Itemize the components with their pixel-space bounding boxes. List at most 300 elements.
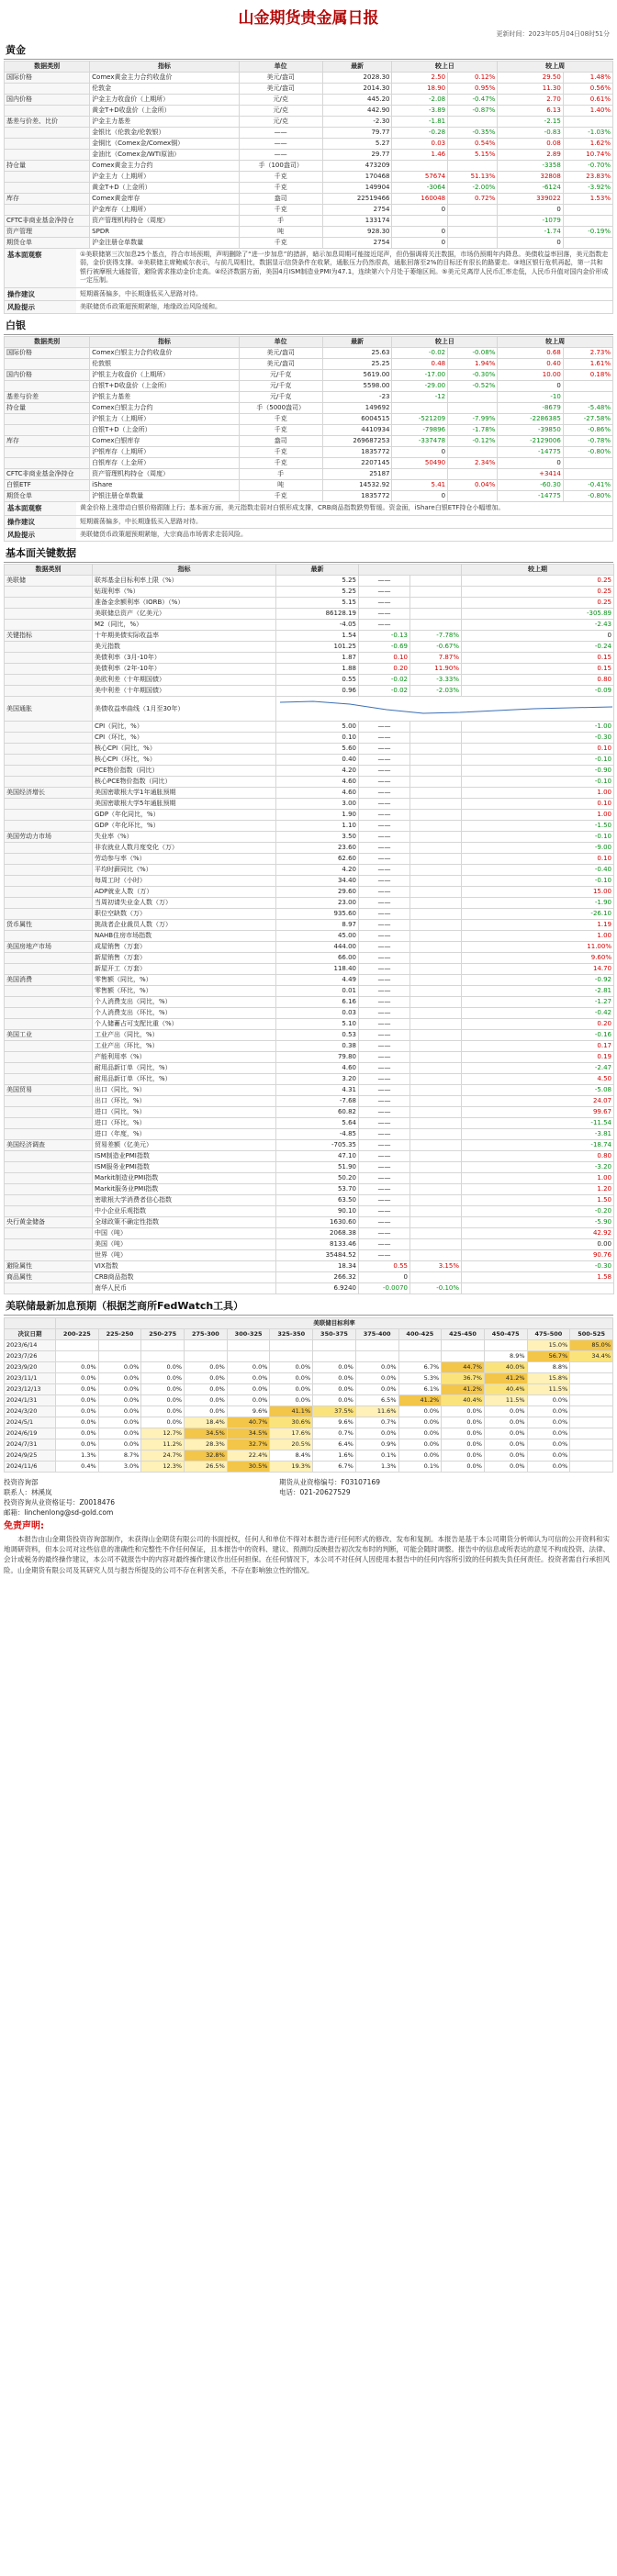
macro-indicator: CPI（同比，%） — [93, 722, 276, 733]
silver-cell: -0.30% — [448, 370, 498, 381]
macro-category — [5, 1074, 93, 1085]
fedwatch-prob: 56.7% — [527, 1350, 570, 1361]
gold-cell: 2028.30 — [322, 72, 392, 83]
macro-category: 美国贸易 — [5, 1085, 93, 1096]
macro-period-change: -0.20 — [462, 1206, 614, 1217]
silver-cell: 0 — [392, 491, 448, 502]
macro-indicator: 全球政策不确定性指数 — [93, 1217, 276, 1228]
macro-indicator: 美国密歇根大学1年通胀预期 — [93, 788, 276, 799]
macro-row — [5, 642, 614, 653]
gold-cell: 元/克 — [239, 94, 322, 105]
silver-cell: 1.61% — [563, 359, 612, 370]
macro-spacer — [410, 865, 462, 876]
macro-dash: —— — [359, 587, 410, 598]
fedwatch-prob: 0.0% — [141, 1383, 185, 1394]
macro-dash: —— — [359, 576, 410, 587]
fedwatch-prob: 0.0% — [355, 1428, 398, 1439]
macro-row — [5, 1129, 614, 1140]
macro-latest: 51.90 — [276, 1162, 359, 1173]
gold-cell: 51.13% — [448, 171, 498, 182]
macro-row — [5, 653, 614, 664]
silver-cell: 1835772 — [322, 491, 392, 502]
gold-cell: 金油比（Comex金/WTI原油） — [90, 149, 240, 160]
macro-indicator: M2（同比，%） — [93, 620, 276, 631]
macro-latest: 4.49 — [276, 975, 359, 986]
fedwatch-prob: 0.0% — [98, 1361, 141, 1372]
fedwatch-prob: 0.0% — [442, 1428, 485, 1439]
macro-dash: —— — [359, 766, 410, 777]
macro-indicator: 美债利率（3月-10年） — [93, 653, 276, 664]
macro-row — [5, 1140, 614, 1151]
macro-period-change: -0.42 — [462, 1008, 614, 1019]
macro-latest: 1630.60 — [276, 1217, 359, 1228]
macro-day-pct: 7.87% — [410, 653, 462, 664]
silver-cell: 千克 — [239, 425, 322, 436]
silver-cell: 2.34% — [448, 458, 498, 469]
silver-cell: 白银库存（上金所） — [90, 458, 240, 469]
fedwatch-prob: 0.0% — [398, 1417, 442, 1428]
fedwatch-prob: 0.0% — [56, 1383, 99, 1394]
macro-period-change: 1.19 — [462, 920, 614, 931]
gold-cell: 0.08 — [498, 138, 564, 149]
macro-indicator: 劳动参与率（%） — [93, 854, 276, 865]
fedwatch-prob: 0.0% — [270, 1361, 313, 1372]
silver-cell: 4410934 — [322, 425, 392, 436]
gold-row — [5, 138, 613, 149]
fedwatch-prob — [570, 1428, 613, 1439]
gold-header-cell: 最新 — [322, 61, 392, 72]
silver-analysis — [4, 502, 613, 515]
macro-spacer — [410, 1041, 462, 1052]
macro-row — [5, 1206, 614, 1217]
silver-cell: 沪银注册仓单数量 — [90, 491, 240, 502]
fedwatch-prob — [442, 1350, 485, 1361]
silver-cell: Comex白银主力合约收盘价 — [90, 348, 240, 359]
silver-cell: 10.00 — [498, 370, 564, 381]
fedwatch-prob: 44.7% — [442, 1361, 485, 1372]
gold-cell: 沪金主力基差 — [90, 116, 240, 127]
macro-category — [5, 642, 93, 653]
macro-category — [5, 766, 93, 777]
macro-header-cell: 最新 — [276, 565, 359, 576]
macro-indicator: 成屋销售（万套） — [93, 942, 276, 953]
macro-dash: —— — [359, 1140, 410, 1151]
gold-cell: —— — [239, 149, 322, 160]
macro-dash: —— — [359, 744, 410, 755]
macro-day-change: -0.02 — [359, 675, 410, 686]
gold-cell: 2.50 — [392, 72, 448, 83]
silver-cell: 0 — [498, 458, 564, 469]
macro-row — [5, 686, 614, 697]
macro-row — [5, 1008, 614, 1019]
fedwatch-prob: 0.7% — [313, 1428, 356, 1439]
fedwatch-date: 2024/7/31 — [5, 1439, 56, 1450]
macro-row — [5, 620, 614, 631]
macro-period-change: -11.54 — [462, 1118, 614, 1129]
macro-latest: 1.90 — [276, 810, 359, 821]
macro-indicator: 挑战者企业裁员人数（万） — [93, 920, 276, 931]
fedwatch-prob: 0.0% — [527, 1428, 570, 1439]
gold-cell: 10.74% — [563, 149, 612, 160]
gold-row — [5, 160, 613, 171]
fedwatch-prob — [570, 1406, 613, 1417]
fedwatch-band: 325-350 — [270, 1328, 313, 1339]
macro-category — [5, 1063, 93, 1074]
macro-latest: 5.15 — [276, 598, 359, 609]
gold-header-cell: 较上日 — [392, 61, 498, 72]
macro-latest: 3.20 — [276, 1074, 359, 1085]
macro-period-change: -2.43 — [462, 620, 614, 631]
macro-category — [5, 1019, 93, 1030]
macro-category — [5, 1283, 93, 1294]
macro-dash: —— — [359, 876, 410, 887]
silver-cell — [448, 403, 498, 414]
fedwatch-prob: 0.0% — [56, 1428, 99, 1439]
macro-spacer — [410, 766, 462, 777]
macro-header-row — [5, 565, 614, 576]
fedwatch-prob: 0.9% — [355, 1439, 398, 1450]
silver-header-cell: 较上周 — [498, 337, 613, 348]
macro-period-change: -0.10 — [462, 755, 614, 766]
macro-spacer — [410, 920, 462, 931]
macro-latest: 0.96 — [276, 686, 359, 697]
macro-row — [5, 1195, 614, 1206]
macro-spacer — [410, 909, 462, 920]
silver-cell — [5, 425, 90, 436]
silver-cell — [448, 392, 498, 403]
macro-period-change: 1.00 — [462, 788, 614, 799]
macro-dash: —— — [359, 1162, 410, 1173]
macro-row — [5, 664, 614, 675]
fedwatch-prob: 0.0% — [484, 1406, 527, 1417]
macro-spacer — [410, 576, 462, 587]
macro-dash: —— — [359, 1096, 410, 1107]
macro-row — [5, 1085, 614, 1096]
macro-latest: -4.85 — [276, 1129, 359, 1140]
macro-day-change: 0 — [359, 1272, 410, 1283]
macro-row — [5, 631, 614, 642]
yield-curve-chart — [276, 697, 614, 722]
fedwatch-prob — [570, 1383, 613, 1394]
fedwatch-prob: 0.0% — [442, 1450, 485, 1461]
macro-period-change: 0.15 — [462, 653, 614, 664]
gold-cell: 基差与价差、比价 — [5, 116, 90, 127]
gold-section-title: 黄金 — [4, 39, 613, 60]
macro-latest: 47.10 — [276, 1151, 359, 1162]
macro-category — [5, 876, 93, 887]
gold-cell: 29.77 — [322, 149, 392, 160]
fedwatch-prob: 34.4% — [570, 1350, 613, 1361]
fedwatch-date: 2023/9/20 — [5, 1361, 56, 1372]
fedwatch-prob: 9.6% — [313, 1417, 356, 1428]
silver-section-title: 白银 — [4, 314, 613, 335]
silver-header-cell: 指标 — [90, 337, 240, 348]
macro-latest: 60.82 — [276, 1107, 359, 1118]
gold-cell: 57674 — [392, 171, 448, 182]
macro-dash: —— — [359, 598, 410, 609]
macro-day-change: -0.0070 — [359, 1283, 410, 1294]
silver-cell: -10 — [498, 392, 564, 403]
fedwatch-prob: 30.6% — [270, 1417, 313, 1428]
macro-indicator: 美国密歇根大学5年通胀预期 — [93, 799, 276, 810]
macro-category — [5, 1184, 93, 1195]
macro-row — [5, 1217, 614, 1228]
macro-day-change: 0.20 — [359, 664, 410, 675]
macro-latest: 34.40 — [276, 876, 359, 887]
macro-indicator: 零售额（同比，%） — [93, 975, 276, 986]
macro-indicator: PCE物价指数（同比） — [93, 766, 276, 777]
macro-category: 关键指标 — [5, 631, 93, 642]
fedwatch-prob — [570, 1372, 613, 1383]
silver-cell: 持仓量 — [5, 403, 90, 414]
macro-latest: 0.10 — [276, 733, 359, 744]
fedwatch-prob: 0.0% — [56, 1417, 99, 1428]
macro-latest: 86128.19 — [276, 609, 359, 620]
fedwatch-prob: 0.0% — [270, 1372, 313, 1383]
macro-latest: 4.60 — [276, 788, 359, 799]
fedwatch-prob: 0.0% — [98, 1439, 141, 1450]
fedwatch-title: 美联储最新加息预期（根据芝商所FedWatch工具） — [4, 1294, 613, 1316]
macro-spacer — [410, 876, 462, 887]
macro-row — [5, 1228, 614, 1239]
silver-cell: 2.73% — [563, 348, 612, 359]
macro-category — [5, 986, 93, 997]
macro-period-change: 1.58 — [462, 1272, 614, 1283]
silver-cell: -27.58% — [563, 414, 612, 425]
silver-cell — [392, 403, 448, 414]
macro-spacer — [410, 997, 462, 1008]
gold-cell: 1.46 — [392, 149, 448, 160]
fedwatch-corner — [5, 1317, 56, 1328]
macro-row — [5, 821, 614, 832]
macro-dash: —— — [359, 997, 410, 1008]
gold-cell: 库存 — [5, 193, 90, 204]
macro-row — [5, 865, 614, 876]
fedwatch-group-header: 美联储目标利率 — [56, 1317, 613, 1328]
cert-advisor: 投资咨询从业资格证号：Z0018476 — [4, 1497, 116, 1506]
fedwatch-prob: 0.0% — [527, 1439, 570, 1450]
fedwatch-prob: 34.5% — [185, 1428, 228, 1439]
macro-period-change: 1.00 — [462, 810, 614, 821]
fedwatch-prob: 8.9% — [484, 1350, 527, 1361]
macro-dash: —— — [359, 953, 410, 964]
macro-row — [5, 777, 614, 788]
fedwatch-row — [5, 1439, 613, 1450]
silver-cell: 千克 — [239, 414, 322, 425]
macro-spacer — [410, 931, 462, 942]
macro-latest: 0.55 — [276, 675, 359, 686]
update-time: 更新时间：2023年05月04日08时51分 — [496, 30, 610, 39]
silver-row — [5, 491, 613, 502]
fedwatch-prob — [141, 1350, 185, 1361]
gold-row — [5, 204, 613, 215]
gold-cell: 期货仓单 — [5, 237, 90, 248]
silver-cell: -8679 — [498, 403, 564, 414]
fedwatch-prob: 11.5% — [484, 1394, 527, 1406]
gold-cell: 1.53% — [563, 193, 612, 204]
macro-dash: —— — [359, 920, 410, 931]
macro-category — [5, 887, 93, 898]
macro-spacer — [410, 1019, 462, 1030]
gold-cell: -1079 — [498, 215, 564, 226]
fedwatch-prob: 0.0% — [56, 1361, 99, 1372]
macro-latest: 1.54 — [276, 631, 359, 642]
fedwatch-prob: 9.6% — [227, 1406, 270, 1417]
fedwatch-prob: 32.7% — [227, 1439, 270, 1450]
fedwatch-prob: 22.4% — [227, 1450, 270, 1461]
macro-spacer — [410, 1173, 462, 1184]
macro-latest: 0.03 — [276, 1008, 359, 1019]
macro-category — [5, 964, 93, 975]
macro-row — [5, 1041, 614, 1052]
fedwatch-prob: 0.0% — [527, 1406, 570, 1417]
fedwatch-prob — [185, 1339, 228, 1350]
macro-category — [5, 1239, 93, 1250]
fedwatch-prob: 0.0% — [185, 1406, 228, 1417]
macro-category — [5, 1195, 93, 1206]
macro-latest: 4.60 — [276, 1063, 359, 1074]
gold-cell: 手（100盎司） — [239, 160, 322, 171]
macro-dash: —— — [359, 1052, 410, 1063]
fedwatch-band: 275-300 — [185, 1328, 228, 1339]
gold-table-body — [5, 72, 613, 248]
macro-category: 美国工业 — [5, 1030, 93, 1041]
macro-latest: 50.20 — [276, 1173, 359, 1184]
macro-period-change: 0.25 — [462, 576, 614, 587]
silver-cell: -0.02 — [392, 348, 448, 359]
macro-indicator: 失业率（%） — [93, 832, 276, 843]
silver-row — [5, 392, 613, 403]
fedwatch-prob: 37.5% — [313, 1406, 356, 1417]
gold-cell: 元/克 — [239, 116, 322, 127]
silver-cell: 资产管理机构持仓（周度） — [90, 469, 240, 480]
silver-row — [5, 381, 613, 392]
macro-dash: —— — [359, 1217, 410, 1228]
silver-row — [5, 458, 613, 469]
fedwatch-band: 225-250 — [98, 1328, 141, 1339]
silver-cell: 0.68 — [498, 348, 564, 359]
fedwatch-prob: 0.0% — [227, 1394, 270, 1406]
fedwatch-prob: 0.0% — [98, 1383, 141, 1394]
email-link[interactable]: 邮箱：linchenlong@sd-gold.com — [4, 1507, 114, 1517]
macro-category — [5, 1228, 93, 1239]
macro-period-change: -5.90 — [462, 1217, 614, 1228]
silver-cell: 0 — [498, 381, 564, 392]
macro-section-title: 基本面关键数据 — [4, 542, 613, 563]
macro-row — [5, 964, 614, 975]
fedwatch-prob: 0.0% — [313, 1361, 356, 1372]
macro-row — [5, 1173, 614, 1184]
fedwatch-prob — [185, 1350, 228, 1361]
gold-header-cell: 较上周 — [498, 61, 613, 72]
silver-cell: 0 — [392, 447, 448, 458]
silver-cell: 沪银主力基差 — [90, 392, 240, 403]
silver-cell: 0.18% — [563, 370, 612, 381]
macro-period-change: -3.20 — [462, 1162, 614, 1173]
silver-cell: 白银ETF — [5, 480, 90, 491]
fedwatch-band: 300-325 — [227, 1328, 270, 1339]
silver-cell: -39850 — [498, 425, 564, 436]
gold-cell: 千克 — [239, 237, 322, 248]
fedwatch-prob: 0.0% — [141, 1406, 185, 1417]
fedwatch-prob — [570, 1394, 613, 1406]
macro-row — [5, 1019, 614, 1030]
macro-period-change: 90.76 — [462, 1250, 614, 1261]
macro-spacer — [410, 953, 462, 964]
fedwatch-prob — [355, 1350, 398, 1361]
macro-indicator: 南华人民币 — [93, 1283, 276, 1294]
silver-cell: 元/千克 — [239, 381, 322, 392]
macro-period-change: 24.07 — [462, 1096, 614, 1107]
macro-latest: 66.00 — [276, 953, 359, 964]
fedwatch-prob: 0.0% — [56, 1372, 99, 1383]
fedwatch-row — [5, 1394, 613, 1406]
macro-dash: —— — [359, 1019, 410, 1030]
fedwatch-prob — [398, 1350, 442, 1361]
gold-row — [5, 105, 613, 116]
gold-cell: 0.72% — [448, 193, 498, 204]
fedwatch-band-row — [5, 1328, 613, 1339]
macro-dash: —— — [359, 909, 410, 920]
gold-cell: Comex黄金库存 — [90, 193, 240, 204]
macro-day-pct — [410, 1272, 462, 1283]
fedwatch-prob: 30.5% — [227, 1461, 270, 1472]
gold-cell: 国际价格 — [5, 72, 90, 83]
macro-indicator: CRB商品指数 — [93, 1272, 276, 1283]
silver-cell: -0.41% — [563, 480, 612, 491]
macro-dash: —— — [359, 1107, 410, 1118]
silver-row — [5, 370, 613, 381]
macro-spacer — [410, 887, 462, 898]
macro-period-change: 0.10 — [462, 799, 614, 810]
macro-indicator: 耐用品新订单（同比，%） — [93, 1063, 276, 1074]
silver-cell: 149692 — [322, 403, 392, 414]
macro-indicator: 核心CPI（同比，%） — [93, 744, 276, 755]
macro-period-change: -305.89 — [462, 609, 614, 620]
fedwatch-prob: 6.1% — [398, 1383, 442, 1394]
silver-cell: -79896 — [392, 425, 448, 436]
macro-spacer — [410, 898, 462, 909]
gold-cell: 资产管理机构持仓（周度） — [90, 215, 240, 226]
macro-header-cell: 数据类别 — [5, 565, 93, 576]
fedwatch-prob: 12.7% — [141, 1428, 185, 1439]
macro-indicator: 个人储蓄占可支配比重（%） — [93, 1019, 276, 1030]
silver-cell: 千克 — [239, 458, 322, 469]
silver-row — [5, 359, 613, 370]
gold-cell: 沪金主力收盘价（上期所） — [90, 94, 240, 105]
gold-cell: 吨 — [239, 226, 322, 237]
silver-cell: 沪银主力（上期所） — [90, 414, 240, 425]
fedwatch-prob: 0.0% — [141, 1361, 185, 1372]
gold-row — [5, 193, 613, 204]
gold-header-cell: 指标 — [90, 61, 240, 72]
gold-cell: 千克 — [239, 204, 322, 215]
macro-spacer — [410, 1228, 462, 1239]
macro-category — [5, 620, 93, 631]
macro-latest: 4.60 — [276, 777, 359, 788]
fedwatch-prob: 0.0% — [484, 1428, 527, 1439]
macro-period-change: 0.17 — [462, 1041, 614, 1052]
silver-cell: -0.12% — [448, 436, 498, 447]
macro-latest: 3.00 — [276, 799, 359, 810]
silver-cell: 1835772 — [322, 447, 392, 458]
fedwatch-prob — [313, 1350, 356, 1361]
fedwatch-prob: 0.7% — [355, 1417, 398, 1428]
macro-category — [5, 744, 93, 755]
yield-curve-svg — [276, 697, 614, 721]
fedwatch-band: 450-475 — [484, 1328, 527, 1339]
macro-dash: —— — [359, 821, 410, 832]
